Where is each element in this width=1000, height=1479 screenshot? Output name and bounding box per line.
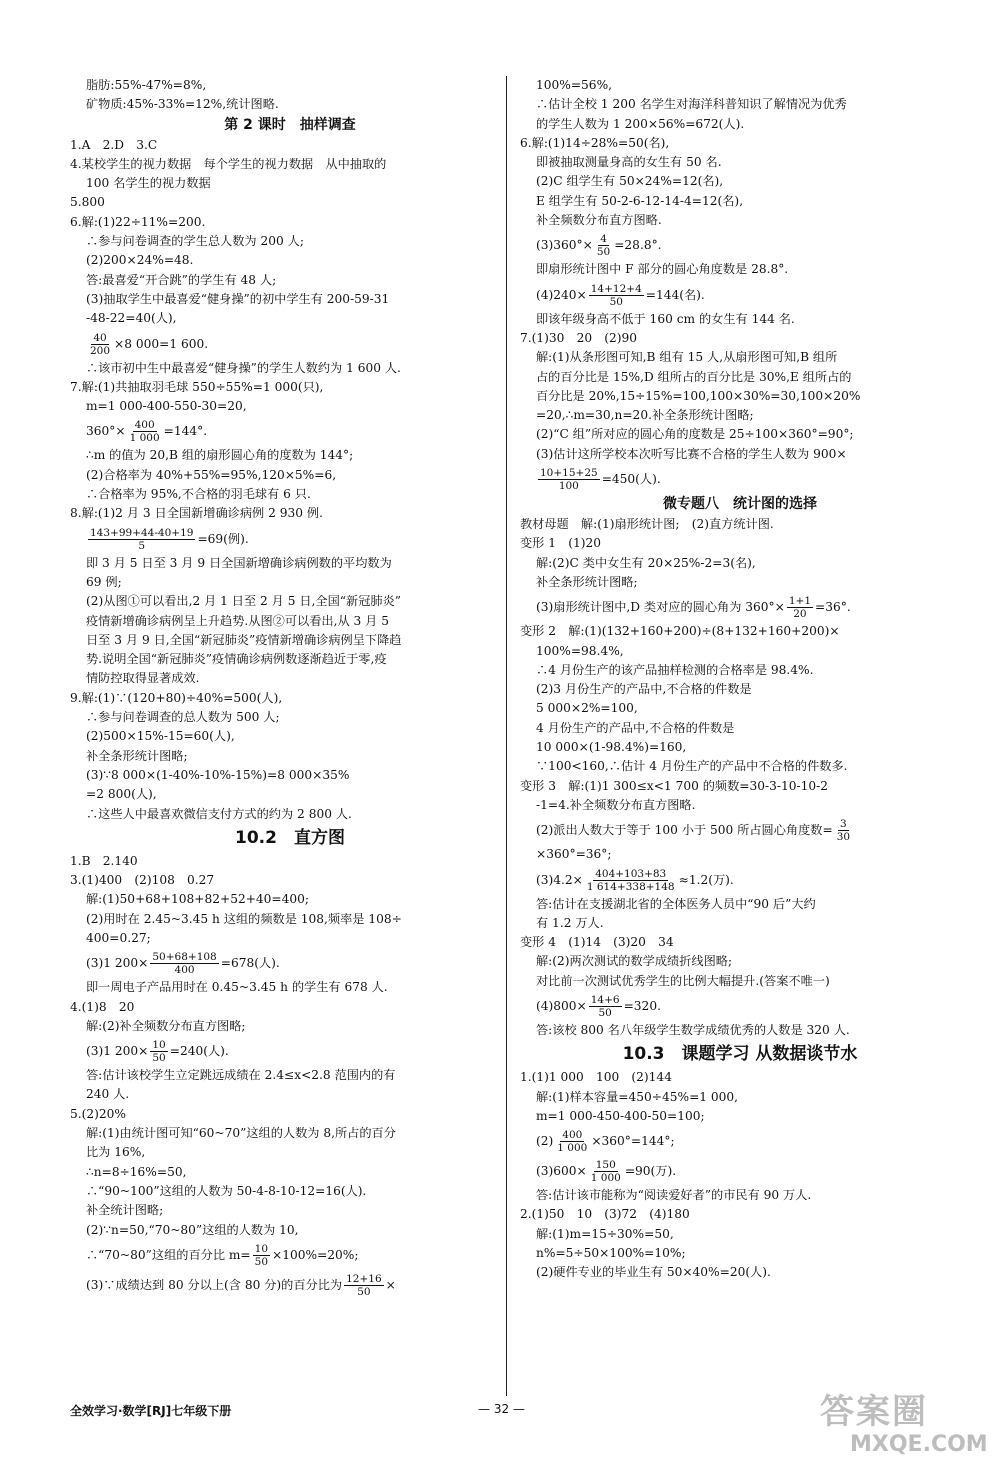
fraction: $\frac{400}{1 000}$ <box>557 1129 588 1155</box>
text-line: ∴“90~100”这组的人数为 50-4-8-10-12=16(人). <box>86 1183 367 1198</box>
fraction: $\frac{14+12+4}{50}$ <box>590 282 642 308</box>
fraction: $\frac{143+99+44-40+19}{5}$ <box>90 526 194 552</box>
text-line: 即扇形统计图中 F 部分的圆心角度数是 28.8°. <box>536 262 789 277</box>
text-line: 日至 3 月 9 日,全国“新冠肺炎”疫情新增确诊病例呈下降趋 <box>86 632 402 647</box>
text-line: 答:估计该市能称为“阅读爱好者”的市民有 90 万人. <box>536 1188 812 1203</box>
text-line: 解:(1)m=15÷30%=50, <box>536 1226 674 1241</box>
text-line: 对比前一次测试优秀学生的比例大幅提升.(答案不唯一) <box>536 973 830 988</box>
text-line: 即一周电子产品用时在 0.45~3.45 h 的学生有 678 人. <box>86 980 388 995</box>
text-line: m=1 000-450-400-50=100; <box>536 1108 705 1123</box>
text-line: 400=0.27; <box>86 930 151 945</box>
text-line: (2)“C 组”所对应的圆心角的度数是 25÷100×360°=90°; <box>536 427 854 442</box>
formula-line: (3)360°× $\frac{4}{50}$ =28.8°. <box>536 233 662 259</box>
text-line: =2 800(人), <box>86 787 157 802</box>
right-column <box>520 76 960 1283</box>
text-line: 解:(2)C 类中女生有 20×25%-2=3(名), <box>536 555 756 570</box>
text-line: ∴该市初中生中最喜爱“健身操”的学生人数约为 1 600 人. <box>86 360 401 375</box>
text-line: 占的百分比是 15%,D 组所占的百分比是 30%,E 组所占的 <box>536 369 852 384</box>
text-line: 比为 16%, <box>86 1145 146 1160</box>
formula-line: (3)600× $\frac{150}{1 000}$ =90(万). <box>536 1159 677 1185</box>
fraction: $\frac{10}{50}$ <box>152 1039 166 1065</box>
text-line: 变形 1 (1)20 <box>520 536 601 551</box>
text-line: 解:(2)两次测试的数学成绩折线图略; <box>536 954 733 969</box>
formula-line: (2) $\frac{400}{1 000}$ ×360°=144°; <box>536 1129 675 1155</box>
text-line: ∴合格率为 95%,不合格的羽毛球有 6 只. <box>86 487 311 502</box>
fraction: $\frac{404+103+83}{1 614+338+148}$ <box>586 867 675 893</box>
text-line: 4 月份生产的产品中,不合格的件数是 <box>536 720 735 735</box>
text-line: (2)合格率为 40%+55%=95%,120×5%=6, <box>86 467 337 482</box>
fraction: $\frac{400}{1 000}$ <box>129 419 160 445</box>
fraction: $\frac{50+68+108}{400}$ <box>152 951 217 977</box>
text-line: -48-22=40(人), <box>86 311 177 326</box>
text-line: 解:(2)补全频数分布直方图略; <box>86 1018 246 1033</box>
text-line: 势.说明全国“新冠肺炎”疫情确诊病例数逐渐趋近于零,疫 <box>86 652 387 667</box>
text-line: ∴参与问卷调查的学生总人数为 200 人; <box>86 234 304 249</box>
text-line: (2)C 组学生有 50×24%=12(名), <box>536 174 724 189</box>
text-line: 10 000×(1-98.4%)=160, <box>536 740 687 755</box>
text-line: 情防控取得显著成效. <box>86 671 200 686</box>
formula-line: $\frac{10+15+25}{100}$ =450(人). <box>540 467 661 493</box>
text-line: 8.解:(1)2 月 3 日全国新增确诊病例 2 930 例. <box>70 506 323 521</box>
section-heading: 10.3 课题学习 从数据谈节水 <box>622 1044 858 1065</box>
text-line: 变形 4 (1)14 (3)20 34 <box>520 935 674 950</box>
text-line: 5.(2)20% <box>70 1106 126 1121</box>
text-line: 1.B 2.140 <box>70 853 138 868</box>
formula-line: (3)1 200× $\frac{10}{50}$ =240(人). <box>86 1039 229 1065</box>
formula-line: (3)1 200× $\frac{50+68+108}{400}$ =678(人). <box>86 951 280 977</box>
text-line: 变形 3 解:(1)1 300≤x<1 700 的频数=30-3-10-10-2 <box>520 778 828 793</box>
text-line: ∴m 的值为 20,B 组的扇形圆心角的度数为 144°; <box>86 448 354 463</box>
text-line: 疫情新增确诊病例呈上升趋势.从图②可以看出,从 3 月 5 <box>86 613 390 628</box>
text-line: (2)3 月份生产的产品中,不合格的件数是 <box>536 682 752 697</box>
text-line: (2)∵n=50,“70~80”这组的人数为 10, <box>86 1222 299 1237</box>
text-line: (3)∵8 000×(1-40%-10%-15%)=8 000×35% <box>86 767 350 782</box>
text-line: ∴4 月份生产的该产品抽样检测的合格率是 98.4%. <box>536 662 814 677</box>
text-line: 7.(1)30 20 (2)90 <box>520 330 638 345</box>
text-line: 补全统计图略; <box>86 1203 164 1218</box>
fraction: $\frac{3}{30}$ <box>836 818 851 844</box>
text-line: E 组学生有 50-2-6-12-14-4=12(名), <box>536 193 744 208</box>
text-line: 百分比是 20%,15÷15%=100,100×30%=30,100×20% <box>536 388 861 403</box>
section-heading: 微专题八 统计图的选择 <box>663 496 817 513</box>
text-line: ∴n=8÷16%=50, <box>86 1164 187 1179</box>
formula-line: $\frac{40}{200}$ ×8 000=1 600. <box>90 331 209 357</box>
section-heading: 第 2 课时 抽样调查 <box>224 116 356 133</box>
watermark-logo <box>820 1392 990 1472</box>
text-line: 解:(1)样本容量=450÷45%=1 000, <box>536 1089 739 1104</box>
text-line: (3)估计这所学校本次听写比赛不合格的学生人数为 900× <box>536 446 847 461</box>
text-line: 69 例; <box>86 574 122 589</box>
formula-line: (4)240× $\frac{14+12+4}{50}$ =144(名). <box>536 282 705 308</box>
fraction: $\frac{10}{50}$ <box>254 1242 269 1268</box>
text-line: (2)500×15%-15=60(人), <box>86 729 235 744</box>
text-line: 100%=56%, <box>536 78 613 92</box>
text-line: 100%=98.4%, <box>536 643 624 658</box>
text-line: 4.(1)8 20 <box>70 999 135 1014</box>
text-line: 答:该校 800 名八年级学生数学成绩优秀的人数是 320 人. <box>536 1022 850 1037</box>
text-line: n%=5÷50×100%=10%; <box>536 1246 686 1261</box>
text-line: =20,∴m=30,n=20.补全条形统计图略; <box>536 408 754 423</box>
fraction: $\frac{4}{50}$ <box>596 233 611 259</box>
fraction: $\frac{14+6}{50}$ <box>590 993 620 1019</box>
fraction: $\frac{1+1}{20}$ <box>788 595 812 621</box>
text-line: 答:最喜爱“开合跳”的学生有 48 人; <box>86 272 277 287</box>
text-line: 脂肪:55%-47%=8%, <box>86 78 207 92</box>
text-line: 4.某校学生的视力数据 每个学生的视力数据 从中抽取的 <box>70 156 387 171</box>
text-line: ×360°=36°; <box>536 847 612 862</box>
text-line: (3)抽取学生中最喜爱“健身操”的初中学生有 200-59-31 <box>86 291 390 306</box>
formula-line: (2)派出人数大于等于 100 小于 500 所占圆心角度数= $\frac{3}{30}$ <box>536 818 851 844</box>
fraction: $\frac{10+15+25}{100}$ <box>540 467 598 493</box>
text-line: 教材母题 解:(1)扇形统计图; (2)直方统计图. <box>520 517 774 532</box>
text-line: 100 名学生的视力数据 <box>86 176 211 191</box>
formula-line: (4)800× $\frac{14+6}{50}$ =320. <box>536 993 661 1019</box>
left-column <box>70 76 510 1300</box>
formula-line: (3)扇形统计图中,D 类对应的圆心角为 360°× $\frac{1+1}{20}$ =36°. <box>536 595 851 621</box>
text-line: ∴这些人中最喜欢微信支付方式的约为 2 800 人. <box>86 806 352 821</box>
text-line: ∴参与问卷调查的总人数为 500 人; <box>86 710 280 725</box>
text-line: 有 1.2 万人. <box>536 915 604 930</box>
text-line: ∵100<160,∴估计 4 月份生产的产品中不合格的件数多. <box>536 759 848 774</box>
text-line: 即该年级身高不低于 160 cm 的女生有 144 名. <box>536 311 795 326</box>
text-line: 6.解:(1)14÷28%=50(名), <box>520 135 670 150</box>
text-line: m=1 000-400-550-30=20, <box>86 399 247 414</box>
formula-line: $\frac{143+99+44-40+19}{5}$ =69(例). <box>90 526 249 552</box>
text-line: 矿物质:45%-33%=12%,统计图略. <box>86 97 279 112</box>
book-title: 全效学习·数学[RJ]七年级下册 <box>70 1404 232 1418</box>
fraction: $\frac{150}{1 000}$ <box>590 1159 621 1185</box>
text-line: 解:(1)由统计图可知“60~70”这组的人数为 8,所占的百分 <box>86 1126 396 1141</box>
text-line: 补全条形统计图略; <box>86 748 188 763</box>
fraction: $\frac{40}{200}$ <box>90 331 111 357</box>
text-line: 变形 2 解:(1)(132+160+200)÷(8+132+160+200)× <box>520 624 840 639</box>
text-line: 3.(1)400 (2)108 0.27 <box>70 873 215 888</box>
text-line: 240 人. <box>86 1087 130 1102</box>
text-line: (2)200×24%=48. <box>86 253 194 268</box>
page-footer <box>70 1402 950 1422</box>
text-line: 即被抽取测量身高的女生有 50 名. <box>536 155 722 170</box>
text-line: 答:估计在支援湖北省的全体医务人员中“90 后”大约 <box>536 896 816 911</box>
text-line: 的学生人数为 1 200×56%=672(人). <box>536 116 745 131</box>
watermark-text: 答案圈 <box>820 1392 928 1432</box>
formula-line: (3)∵成绩达到 80 分以上(含 80 分)的百分比为 $\frac{12+16}{50}$ × <box>86 1272 396 1298</box>
text-line: 6.解:(1)22÷11%=200. <box>70 214 206 229</box>
watermark-url: MXQE.COM <box>850 1432 988 1457</box>
formula-line: 360°× $\frac{400}{1 000}$ =144°. <box>86 419 208 445</box>
text-line: 补全条形统计图略; <box>536 574 638 589</box>
formula-line: (3)4.2× $\frac{404+103+83}{1 614+338+148}$ ≈1.2(万). <box>536 867 734 893</box>
text-line: 解:(1)从条形图可知,B 组有 15 人,从扇形图可知,B 组所 <box>536 350 838 365</box>
text-line: 补全频数分布直方图略. <box>536 213 662 228</box>
text-line: 7.解:(1)共抽取羽毛球 550÷55%=1 000(只), <box>70 379 324 394</box>
text-line: ∴估计全校 1 200 名学生对海洋科普知识了解情况为优秀 <box>536 97 847 112</box>
text-line: 5.800 <box>70 195 105 210</box>
section-heading: 10.2 直方图 <box>235 827 345 848</box>
text-line: 1.A 2.D 3.C <box>70 137 158 152</box>
text-line: -1=4.补全频数分布直方图略. <box>536 797 696 812</box>
formula-line: ∴“70~80”这组的百分比 m= $\frac{10}{50}$ ×100%=20%; <box>86 1242 359 1268</box>
page-number: — 32 — <box>478 1402 525 1416</box>
text-line: (2)从图①可以看出,2 月 1 日至 2 月 5 日,全国“新冠肺炎” <box>86 594 401 609</box>
text-line: 即 3 月 5 日至 3 月 9 日全国新增确诊病例数的平均数为 <box>86 555 392 570</box>
text-line: 答:估计该校学生立定跳远成绩在 2.4≤x<2.8 范围内的有 <box>86 1068 396 1083</box>
text-line: (2)硬件专业的毕业生有 50×40%=20(人). <box>536 1265 771 1280</box>
text-line: 解:(1)50+68+108+82+52+40=400; <box>86 892 309 907</box>
fraction: $\frac{12+16}{50}$ <box>346 1272 382 1298</box>
text-line: (2)用时在 2.45~3.45 h 这组的频数是 108,频率是 108÷ <box>86 911 402 926</box>
text-line: 1.(1)1 000 100 (2)144 <box>520 1070 672 1085</box>
text-line: 9.解:(1)∵(120+80)÷40%=500(人), <box>70 690 283 705</box>
text-line: 5 000×2%=100, <box>536 701 638 716</box>
text-line: 2.(1)50 10 (3)72 (4)180 <box>520 1207 690 1222</box>
